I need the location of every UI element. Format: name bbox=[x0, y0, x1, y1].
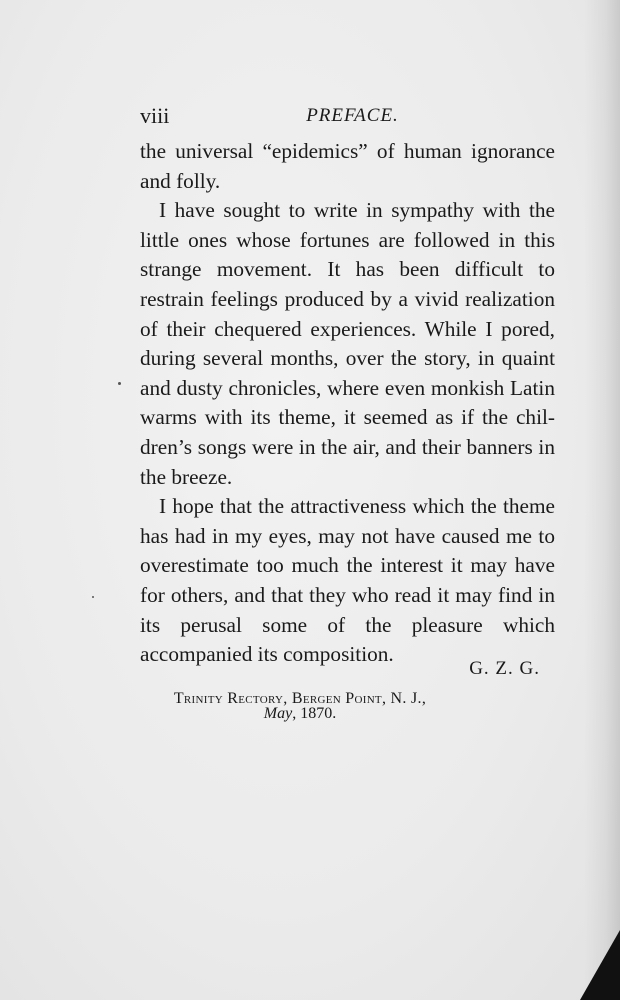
page-header bbox=[140, 103, 545, 131]
paper-speck bbox=[92, 596, 94, 598]
paragraph-continued: the universal “epidemics” of human ignorance and folly. bbox=[140, 139, 555, 193]
page-edge-shadow bbox=[584, 0, 620, 1000]
running-head: PREFACE. bbox=[306, 105, 399, 126]
paragraph-sympathy: I have sought to write in sympathy with the little ones whose fortunes are followed in this strange movement. It has been difficult to restrain feelings produced by a vivid realization of their chequered experiences. While I pored, during several months, over the story, in quaint and dusty chronicles, where even monkish Latin warms with its theme, it seemed as if the chil- dren’s songs were in the air, and their banners in the breeze. bbox=[140, 198, 555, 489]
date-line bbox=[150, 705, 450, 723]
paper-speck bbox=[118, 382, 121, 385]
place-line: Trinity Rectory, Bergen Point, N. J., bbox=[173, 690, 427, 707]
paragraph-hope: I hope that the attractiveness which the theme has had in my eyes, may not have caused me to overestimate too much the interest it may have for others, and that they who read it may find in its perusal some of the pleasure which accompanied its composition. bbox=[140, 494, 555, 667]
page-number: viii bbox=[140, 103, 170, 128]
preface-body bbox=[140, 137, 555, 670]
date-year: , 1870. bbox=[292, 705, 337, 722]
date-month: May bbox=[263, 705, 293, 722]
author-initials: G. Z. G. bbox=[469, 658, 540, 679]
